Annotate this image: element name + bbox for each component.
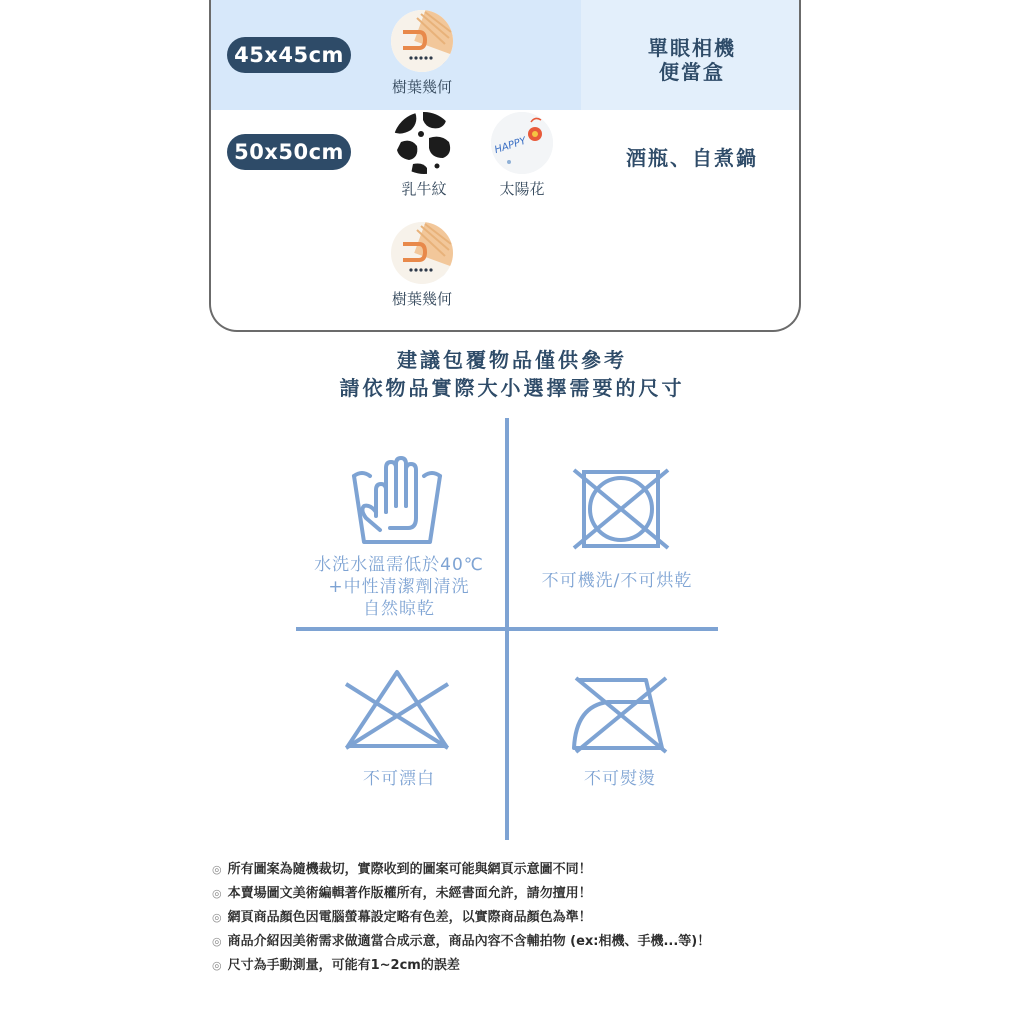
leaf-geometric-pattern-icon: [391, 10, 453, 72]
disclaimer-text: 商品介紹因美術需求做適當合成示意，商品內容不含輔拍物 (ex:相機、手機...等)！: [227, 934, 711, 949]
care-label-line: 不可熨燙: [584, 769, 656, 789]
bullet-icon: ◎: [212, 959, 222, 972]
size-pill-50: 50x50cm: [227, 134, 351, 170]
care-label-line: 自然晾乾: [363, 599, 435, 619]
care-label-no-tumble-dry: [512, 570, 722, 592]
cow-print-pattern-icon: [393, 112, 455, 174]
care-label-line: 水洗水溫需低於40℃: [314, 555, 484, 575]
pattern-caption: 樹葉幾何: [391, 290, 452, 308]
pattern-leaf-geometric: [389, 10, 455, 97]
size-table: [209, 0, 801, 332]
pattern-caption: 太陽花: [499, 180, 545, 198]
care-label-line: 不可漂白: [363, 769, 435, 789]
care-label-line: 不可機洗/不可烘乾: [541, 571, 693, 591]
no-iron-icon: [568, 672, 672, 754]
bullet-icon: ◎: [212, 935, 222, 948]
disclaimer-line: [212, 882, 912, 906]
sunflower-art-text: HAPPY: [493, 135, 528, 157]
sunflower-pattern-icon: [491, 112, 553, 174]
pattern-cow-print: [391, 112, 457, 199]
disclaimer-line: [212, 906, 912, 930]
pattern-leaf-geometric-2: [389, 222, 455, 309]
care-label-no-bleach: [296, 768, 502, 790]
pattern-caption: 乳牛紋: [401, 180, 447, 198]
notice-line-1: 建議包覆物品僅供參考: [397, 348, 627, 372]
disclaimer-line: [212, 858, 912, 882]
care-label-no-iron: [512, 768, 728, 790]
bullet-icon: ◎: [212, 863, 222, 876]
notice-line-2: 請依物品實際大小選擇需要的尺寸: [339, 376, 685, 400]
disclaimer-text: 所有圖案為隨機裁切，實際收到的圖案可能與網頁示意圖不同！: [227, 862, 592, 877]
disclaimer-text: 網頁商品顏色因電腦螢幕設定略有色差，以實際商品顏色為準！: [227, 910, 592, 925]
hand-wash-icon: [350, 456, 444, 546]
bullet-icon: ◎: [212, 911, 222, 924]
bullet-icon: ◎: [212, 887, 222, 900]
grid-divider-horizontal: [296, 627, 718, 631]
disclaimer-text: 尺寸為手動測量，可能有1~2cm的誤差: [227, 958, 460, 973]
disclaimer-line: [212, 930, 912, 954]
pattern-caption: 樹葉幾何: [391, 78, 452, 96]
disclaimer-list: [212, 858, 912, 978]
care-label-line: +中性清潔劑清洗: [328, 577, 470, 597]
no-bleach-icon: [342, 668, 452, 752]
leaf-geometric-pattern-icon: [391, 222, 453, 284]
size-pill-45: 45x45cm: [227, 37, 351, 73]
care-label-hand-wash: [296, 554, 502, 620]
pattern-sunflower: [489, 112, 555, 199]
disclaimer-line: [212, 954, 912, 978]
disclaimer-text: 本賣場圖文美術編輯著作版權所有，未經書面允許，請勿擅用！: [227, 886, 592, 901]
use-text-50: 酒瓶、自煮鍋: [626, 146, 758, 170]
no-tumble-dry-icon: [572, 466, 670, 552]
use-text-45: 單眼相機 便當盒: [648, 36, 736, 84]
